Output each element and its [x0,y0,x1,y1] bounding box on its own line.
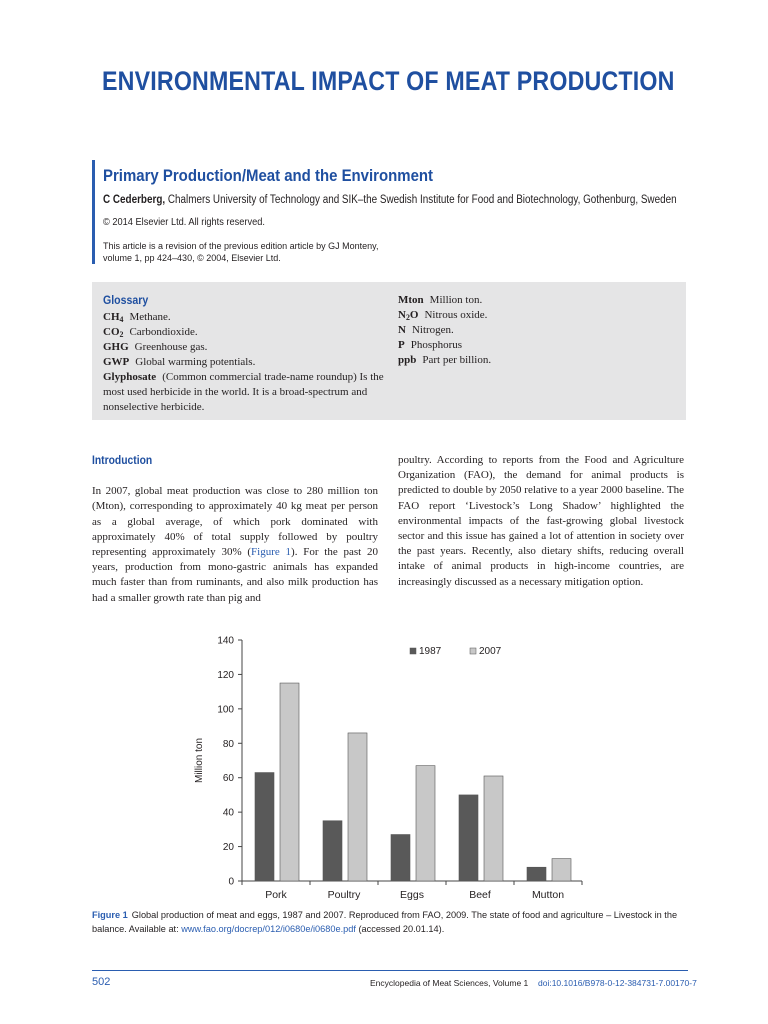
glossary-term: $CO_2$ [103,326,124,339]
legend-swatch-1987 [410,648,416,654]
glossary-definition: Global warming potentials. [135,356,256,368]
glossary-term: $N_2O$ [398,309,419,322]
figure-caption-text: Global production of meat and eggs, 1987 and 2007. Reproduced from FAO, 2009. The state of food and agriculture – Livestock in the balance. Available at: [92,910,678,934]
y-tick-label: 20 [222,842,234,854]
bar-1987-beef [459,795,478,881]
glossary-entry [398,353,678,368]
glossary-definition: Nitrogen. [411,324,454,336]
glossary-right-column [398,293,678,368]
body-column-right [398,453,684,590]
bar-1987-eggs [391,835,410,881]
glossary-entry [103,370,393,415]
body-column-left [92,453,378,606]
bar-2007-beef [484,776,503,881]
intro-paragraph: In 2007, global meat production was close to 280 million ton (Mton), corresponding to approximately 40 kg meat per person as a global average, of which pork dominated with approximately 40% of total supply followed by poultry representing approximately 30% (Figure 1). For the past 20 years, production from mono-gastric animals has expanded much faster than from ruminants, and also milk production has had a smaller growth rate than pig and [92,485,378,604]
glossary-term: GHG [103,341,129,353]
copyright-text: 2014 Elsevier Ltd. All rights reserved. [112,216,265,228]
footer-rule [92,970,688,971]
author-line [103,194,677,206]
figure-1-link[interactable]: Figure 1 [251,546,292,559]
glossary-definition: Part per billion. [422,354,492,366]
glossary-definition: (Common commercial trade-name roundup) Is the most used herbicide in the world. It is a broad-spectrum and nonselective herbicide. [103,371,384,413]
glossary-term: N [398,324,406,336]
y-axis-label: Million ton [194,737,205,784]
y-tick-label: 40 [222,807,234,819]
glossary-term: Mton [398,294,424,306]
doi-link[interactable]: doi:10.1016/B978-0-12-384731-7.00170-7 [538,978,697,988]
intro-paragraph-continued: poultry. According to reports from the Food and Agriculture Organization (FAO), the demand for animal products is predicted to double by 2050 relative to a year 2000 baseline. The FAO report ‘Livestock’s Long Shadow’ highlighted the environmental impacts of the fast-growing global livestock sector and this issue has gained a lot of attention in society over the past years. Recently, also dietary shifts, reducing overall intake of animal products in high-income countries, are increasingly discussed as a necessary mitigation option. [398,454,684,588]
glossary-definition: Greenhouse gas. [134,341,208,353]
glossary-term: P [398,339,405,351]
y-tick-label: 100 [217,704,234,716]
article-header [92,160,703,264]
legend-label-2007: 2007 [479,646,502,657]
glossary-entry [103,310,393,325]
glossary-definition: Carbondioxide. [129,326,198,338]
glossary-entry [103,340,393,355]
article-subtitle: Primary Production/Meat and the Environment [103,166,434,185]
fao-report-link[interactable]: www.fao.org/docrep/012/i0680e/i0680e.pdf [181,924,356,934]
glossary-term: GWP [103,356,130,368]
glossary-entry [398,338,678,353]
revision-note: This article is a revision of the previous edition article by GJ Monteny, volume 1, pp 424–430, © 2004, Elsevier Ltd. [103,241,379,263]
bar-1987-pork [255,773,274,881]
legend-label-1987: 1987 [419,646,442,657]
y-tick-label: 60 [222,773,234,785]
page-number: 502 [92,976,111,988]
figure-caption [92,908,688,936]
bar-2007-poultry [348,733,367,881]
copyright-line [103,216,631,228]
y-tick-label: 80 [222,738,234,750]
copyright-icon: © [103,216,110,228]
legend-swatch-2007 [470,648,476,654]
production-bar-chart [180,632,600,902]
y-tick-label: 0 [228,876,234,888]
bar-2007-pork [280,683,299,881]
x-tick-label: Mutton [531,889,565,901]
glossary-definition: Million ton. [429,294,483,306]
glossary-term: $CH_4$ [103,311,124,324]
glossary-definition: Nitrous oxide. [424,309,488,321]
bar-1987-poultry [323,821,342,881]
x-tick-label: Poultry [327,889,361,901]
section-heading-introduction: Introduction [92,453,153,467]
x-tick-label: Pork [265,889,287,901]
bar-2007-mutton [552,859,571,881]
glossary-term: ppb [398,354,417,366]
x-tick-label: Eggs [400,889,424,901]
x-tick-label: Beef [469,889,491,901]
glossary-title: Glossary [103,293,149,307]
figure-caption-label: Figure 1 [92,910,128,920]
bar-2007-eggs [416,766,435,881]
glossary-entry [398,293,678,308]
y-tick-label: 120 [217,669,234,681]
glossary-definition: Methane. [129,311,171,323]
glossary-left-column [103,293,393,415]
glossary-box [92,282,686,420]
glossary-entry [398,323,678,338]
encyclopedia-source: Encyclopedia of Meat Sciences, Volume 1 [370,978,529,988]
glossary-definition: Phosphorus [410,339,463,351]
bar-1987-mutton [527,867,546,881]
glossary-term: Glyphosate [103,371,157,383]
figure-caption-access: (accessed 20.01.14). [355,924,445,934]
glossary-entry [103,325,393,340]
glossary-entry [398,308,678,323]
chapter-title: ENVIRONMENTAL IMPACT OF MEAT PRODUCTION [102,66,675,96]
glossary-entry [103,355,393,370]
author-affiliation: Chalmers University of Technology and SIK–the Swedish Institute for Food and Biotechnology, Gothenburg, Sweden [167,194,677,206]
author-name: C Cederberg, [103,194,166,206]
y-tick-label: 140 [217,635,234,647]
